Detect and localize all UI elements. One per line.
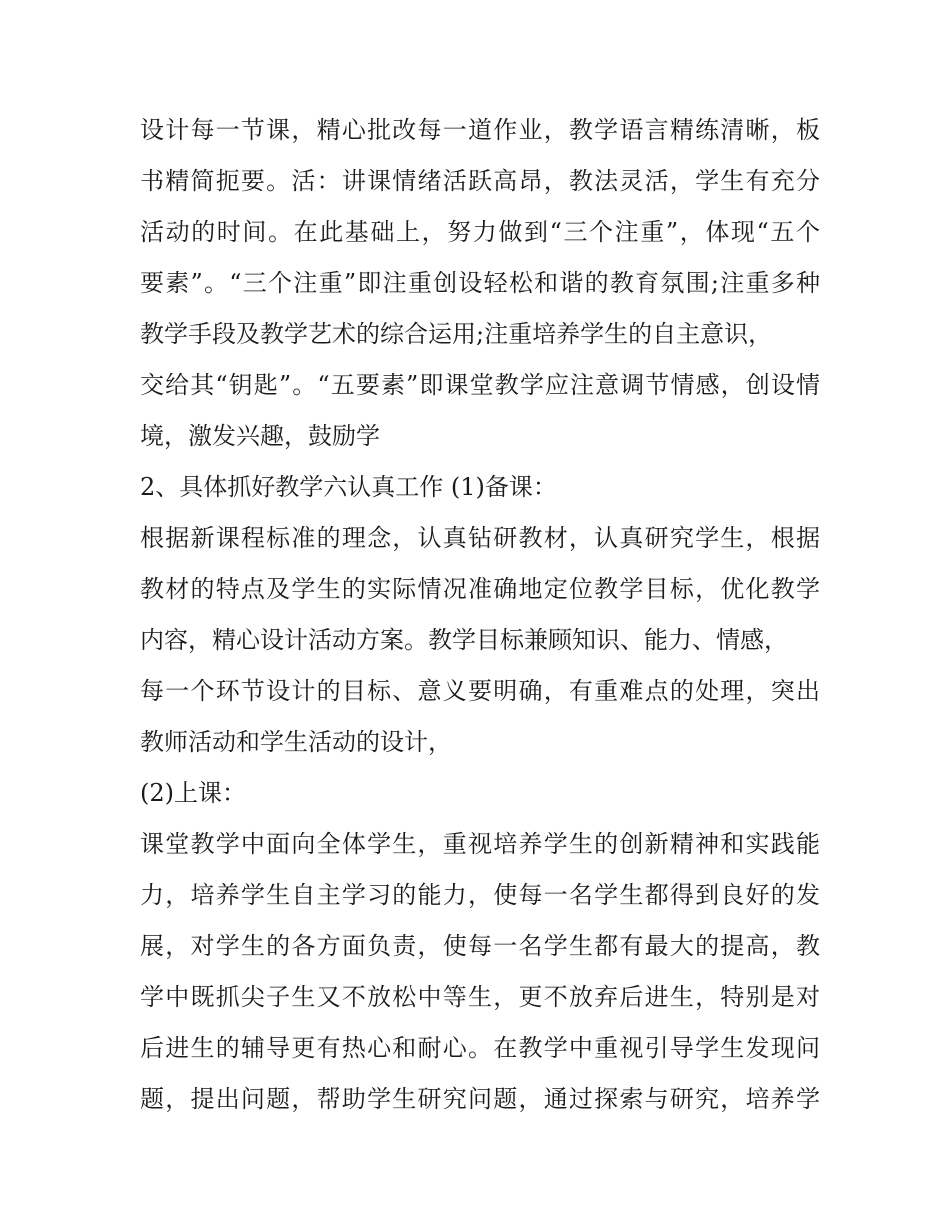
- text-line: 教师活动和学生活动的设计，: [140, 728, 452, 756]
- text-line: 展，对学生的各方面负责，使每一名学生都有最大的提高，教: [140, 932, 820, 960]
- text-line: 交给其“钥匙”。“五要素”即课堂教学应注意调节情感，创设情: [140, 371, 820, 399]
- text-line: 设计每一节课，精心批改每一道作业，教学语言精练清晰，板: [140, 116, 820, 144]
- section-heading: 2、具体抓好教学六认真工作 (1)备课：: [140, 473, 557, 501]
- text-line: 教学手段及教学艺术的综合运用;注重培养学生的自主意识，: [140, 320, 773, 348]
- text-line: 书精简扼要。活：讲课情绪活跃高昂，教法灵活，学生有充分: [140, 167, 820, 195]
- text-line: 学中既抓尖子生又不放松中等生，更不放弃后进生，特别是对: [140, 983, 820, 1011]
- text-line: 题，提出问题，帮助学生研究问题，通过探索与研究，培养学: [140, 1085, 820, 1113]
- text-line: 每一个环节设计的目标、意义要明确，有重难点的处理，突出: [140, 677, 820, 705]
- text-line: 后进生的辅导更有热心和耐心。在教学中重视引导学生发现问: [140, 1034, 820, 1062]
- subsection-heading: (2)上课：: [140, 779, 246, 807]
- text-line: 活动的时间。在此基础上，努力做到“三个注重”，体现“五个: [140, 218, 820, 246]
- body-text: [140, 105, 820, 1125]
- text-line: 境，激发兴趣，鼓励学: [140, 422, 380, 450]
- text-line: 课堂教学中面向全体学生，重视培养学生的创新精神和实践能: [140, 830, 820, 858]
- text-line: 根据新课程标准的理念，认真钻研教材，认真研究学生，根据: [140, 524, 820, 552]
- text-line: 力，培养学生自主学习的能力，使每一名学生都得到良好的发: [140, 881, 820, 909]
- text-line: 要素”。“三个注重”即注重创设轻松和谐的教育氛围;注重多种: [140, 269, 820, 297]
- text-line: 内容，精心设计活动方案。教学目标兼顾知识、能力、情感，: [140, 626, 788, 654]
- text-line: 教材的特点及学生的实际情况准确地定位教学目标，优化教学: [140, 575, 820, 603]
